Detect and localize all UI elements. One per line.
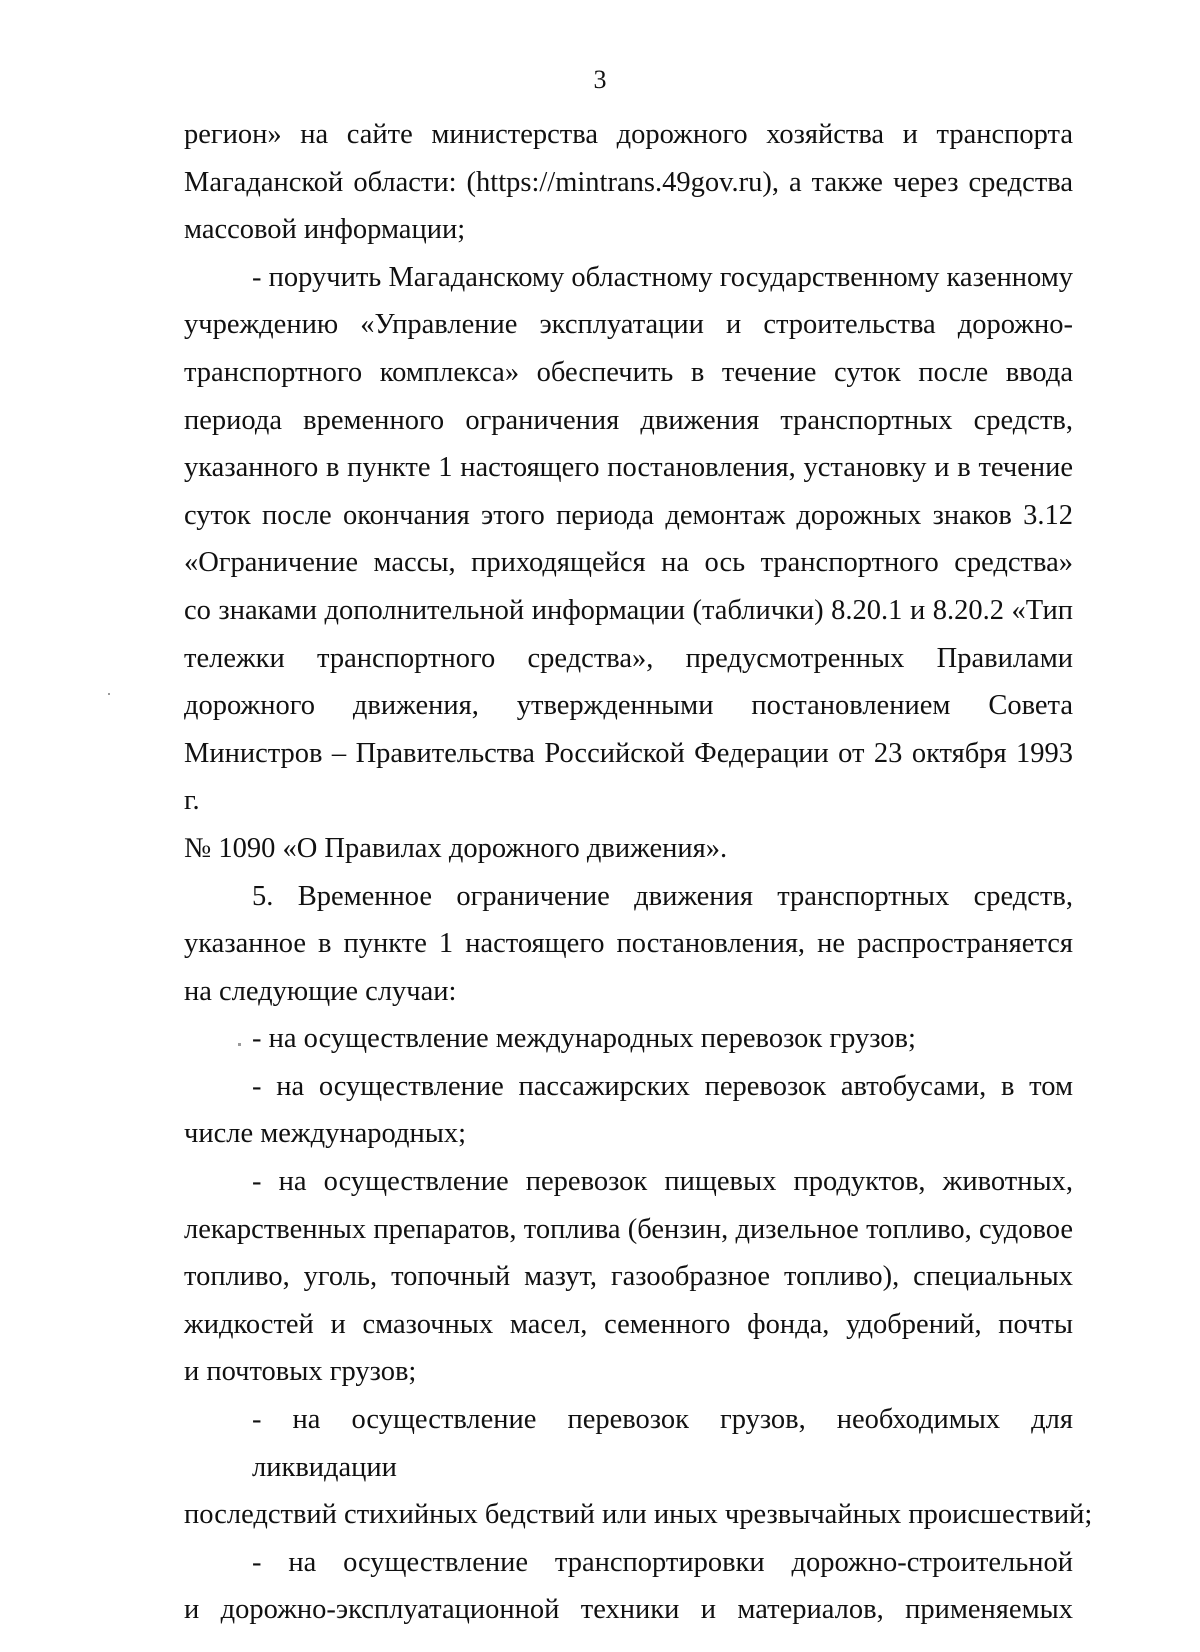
text-line: - на осуществление перевозок грузов, необходимых для ликвидации bbox=[252, 1404, 1073, 1483]
text-line: на следующие случаи: bbox=[184, 975, 457, 1007]
text-line: жидкостей и смазочных масел, семенного фонда, удобрений, почты bbox=[184, 1308, 1073, 1340]
text-line: указанного в пункте 1 настоящего постановления, установку и в течение bbox=[184, 452, 1073, 484]
text-line: - на осуществление международных перевозок грузов; bbox=[252, 1023, 916, 1055]
text-line: «Ограничение массы, приходящейся на ось транспортного средства» bbox=[184, 547, 1073, 579]
paragraph bbox=[184, 1015, 1073, 1063]
text-line: тележки транспортного средства», предусмотренных Правилами bbox=[184, 642, 1073, 674]
text-line: массовой информации; bbox=[184, 214, 466, 246]
paragraph bbox=[184, 1063, 1073, 1158]
text-line: учреждению «Управление эксплуатации и строительства дорожно- bbox=[184, 309, 1073, 341]
paragraph bbox=[184, 873, 1073, 1016]
text-line: Министров – Правительства Российской Федерации от 23 октября 1993 г. bbox=[184, 737, 1073, 817]
paragraph bbox=[184, 1539, 1073, 1634]
text-line: и дорожно-эксплуатационной техники и материалов, применяемых bbox=[184, 1594, 1073, 1626]
text-line: - на осуществление перевозок пищевых продуктов, животных, bbox=[252, 1166, 1073, 1198]
text-line: со знаками дополнительной информации (таблички) 8.20.1 и 8.20.2 «Тип bbox=[184, 594, 1073, 626]
text-line: - поручить Магаданскому областному государственному казенному bbox=[252, 261, 1073, 293]
text-line: регион» на сайте министерства дорожного хозяйства и транспорта bbox=[184, 119, 1073, 150]
text-line: № 1090 «О Правилах дорожного движения». bbox=[184, 832, 728, 864]
text-line: указанное в пункте 1 настоящего постановления, не распространяется bbox=[184, 928, 1073, 960]
text-line: периода временного ограничения движения транспортных средств, bbox=[184, 404, 1073, 436]
text-line: последствий стихийных бедствий или иных чрезвычайных происшествий; bbox=[184, 1499, 1093, 1531]
text-line: Магаданской области: (https://mintrans.49gov.ru), а также через средства bbox=[184, 166, 1073, 198]
text-line: суток после окончания этого периода демонтаж дорожных знаков 3.12 bbox=[184, 499, 1073, 531]
paragraph bbox=[184, 1396, 1093, 1539]
paragraph bbox=[184, 254, 1073, 873]
text-line: - на осуществление транспортировки дорожно-строительной bbox=[252, 1546, 1073, 1578]
scan-speck bbox=[108, 693, 110, 695]
text-line: и почтовых грузов; bbox=[184, 1356, 417, 1388]
text-line: лекарственных препаратов, топлива (бензин, дизельное топливо, судовое bbox=[184, 1213, 1073, 1245]
text-line: топливо, уголь, топочный мазут, газообразное топливо), специальных bbox=[184, 1261, 1073, 1293]
text-line: числе международных; bbox=[184, 1118, 467, 1150]
paragraph bbox=[184, 1158, 1073, 1396]
text-line: транспортного комплекса» обеспечить в течение суток после ввода bbox=[184, 356, 1073, 388]
paragraph bbox=[184, 111, 1073, 254]
body-text bbox=[184, 111, 1093, 1634]
text-line: 5. Временное ограничение движения транспортных средств, bbox=[252, 880, 1073, 912]
text-line: - на осуществление пассажирских перевозок автобусами, в том bbox=[252, 1070, 1073, 1102]
text-line: дорожного движения, утвержденными постановлением Совета bbox=[184, 690, 1073, 722]
page-number: 3 bbox=[593, 65, 607, 94]
